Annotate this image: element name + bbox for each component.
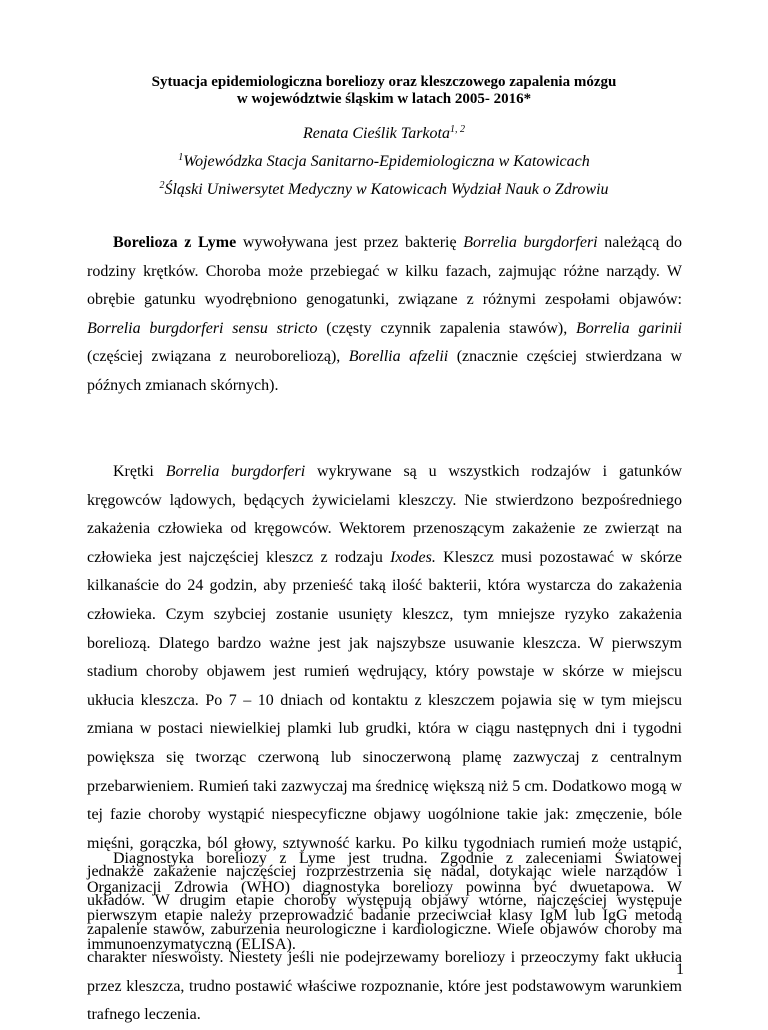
affiliation-2: [0, 180, 768, 200]
author-affiliation-marks: 1, 2: [449, 124, 465, 135]
author: [0, 124, 768, 144]
document-title-line-2: w województwie śląskim w latach 2005- 2016*: [236, 91, 532, 107]
p1-text-3: (częsty czynnik zapalenia stawów),: [317, 319, 577, 337]
affiliation-2-number: 2: [159, 180, 165, 191]
p1-text-4: (częściej związana z neuroboreliozą),: [87, 348, 349, 366]
affiliation-1-text: Wojewódzka Stacja Sanitarno-Epidemiologiczna w Katowicach: [183, 153, 590, 170]
p2-italic-1: Borrelia burgdorferi: [165, 463, 306, 480]
p1-italic-4: Borellia afzelii: [348, 348, 449, 366]
author-name: Renata Cieślik Tarkota: [303, 125, 450, 142]
p1-italic-2: Borrelia burgdorferi sensu stricto: [87, 319, 318, 337]
paragraph-borelioza-intro: [87, 229, 682, 401]
p2-text-2: wykrywane są u wszystkich rodzajów i gatunków kręgowców lądowych, będących żywicielami kleszczy. Nie stwierdzono bezpośredniego zakażenia człowieka od kręgowców. Wektorem przenoszącym zakażenie ze zwierząt na człowieka jest najczęściej kleszcz z rodzaju: [87, 463, 683, 566]
p3-text: Diagnostyka boreliozy z Lyme jest trudna. Zgodnie z zaleceniami Światowej Organizacji Zdrowia (WHO) diagnostyka boreliozy powinna być dwuetapowa. W pierwszym etapie należy przeprowadzić badanie przeciwciał klasy IgM lub IgG metodą immunoenzymatyczną (ELISA).: [87, 850, 682, 953]
p1-italic-3: Borrelia garinii: [576, 319, 683, 337]
p2-text-3: Kleszcz musi pozostawać w skórze kilkanaście do 24 godzin, aby przenieść taką ilość bakterii, która wystarcza do zakażenia człowieka. Czym szybciej zostanie usunięty kleszcz, tym mniejsze ryzyko zakażenia boreliozą. Dlatego bardzo ważne jest jak najszybsze usuwanie kleszcza. W pierwszym stadium choroby objawem jest rumień wędrujący, który powstaje w skórze w miejscu ukłucia kleszcza. Po 7 – 10 dniach od kontaktu z kleszczem pojawia się w tym miejscu zmiana w postaci niewielkiej plamki lub grudki, która w ciągu następnych dni i tygodni powiększa się tworząc czerwoną lub sinoczerwoną plamę zazwyczaj z centralnym przebarwieniem. Rumień taki zazwyczaj ma średnicę większą niż 5 cm. Dodatkowo mogą w tej fazie choroby wystąpić niespecyficzne objawy uogólnione takie jak: zmęczenie, bóle mięśni, gorączka, ból głowy, sztywność karku. Po kilku tygodniach rumień może ustąpić, jednakże zakażenie najczęściej rozprzestrzenia się nadal, dotykając wiele narządów i układów. W drugim etapie choroby występują objawy wtórne, najczęściej występuje zapalenie stawów, zaburzenia neurologiczne i kardiologiczne. Wiele objawów choroby ma charakter nieswoisty. Niestety jeśli nie podejrzewamy boreliozy i przeoczymy fakt ukłucia przez kleszcza, trudno postawić właściwe rozpoznanie, które jest podstawowym warunkiem trafnego leczenia.: [87, 548, 682, 1024]
affiliation-1: [0, 152, 768, 172]
affiliation-1-number: 1: [178, 152, 184, 163]
p1-text-2: należącą do rodziny krętków. Choroba może przebiegać w kilku fazach, zajmując różne narządy. W obrębie gatunku wyodrębniono genogatunki, związane z różnymi zespołami objawów:: [87, 234, 683, 309]
p1-text-1: wywoływana jest przez bakterię: [236, 234, 464, 251]
p1-text-5: (znacznie częściej stwierdzana w późnych zmianach skórnych).: [87, 348, 683, 394]
affiliation-2-text: Śląski Uniwersytet Medyczny w Katowicach Wydział Nauk o Zdrowiu: [164, 181, 609, 198]
document-title-line-1: Sytuacja epidemiologiczna boreliozy oraz kleszczowego zapalenia mózgu: [151, 74, 617, 90]
p2-text-1: Krętki: [113, 463, 166, 480]
p2-italic-2: Ixodes.: [390, 548, 436, 566]
paragraph-diagnostyka: [87, 845, 682, 959]
lead-term: Borelioza z Lyme: [113, 234, 237, 251]
p1-italic-1: Borrelia burgdorferi: [463, 234, 598, 251]
page-number: 1: [676, 961, 684, 978]
